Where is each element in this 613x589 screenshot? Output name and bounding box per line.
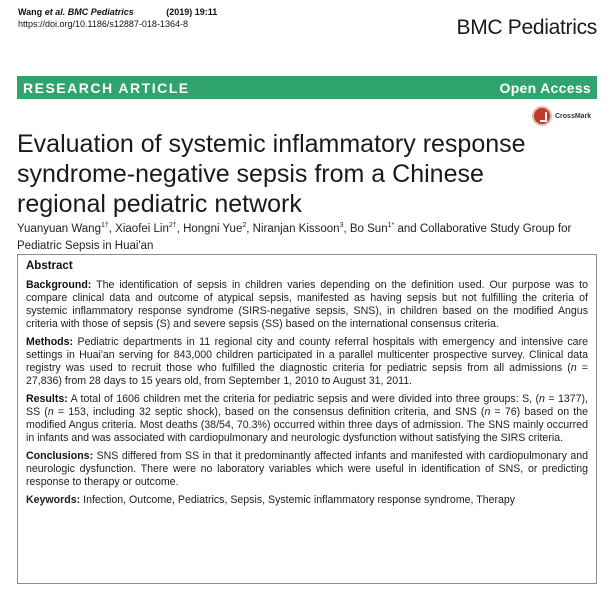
abstract-results bbox=[26, 393, 588, 445]
authors-group: and Collaborative Study Group for Pediatric Sepsis in Huai'an bbox=[17, 222, 572, 252]
abstract-keywords bbox=[26, 494, 588, 507]
author-name[interactable]: Hongni Yue bbox=[183, 222, 243, 235]
author-name[interactable]: Xiaofei Lin bbox=[115, 222, 169, 235]
methods-label: Methods: bbox=[26, 336, 74, 348]
citation-authors: Wang bbox=[18, 7, 43, 17]
open-access-label: Open Access bbox=[499, 79, 591, 96]
abstract-box bbox=[17, 254, 597, 584]
journal-name: BMC Pediatrics bbox=[456, 16, 597, 39]
results-n: n bbox=[484, 406, 491, 418]
abstract-methods bbox=[26, 336, 588, 388]
citation-doi-link[interactable]: https://doi.org/10.1186/s12887-018-1364-8 bbox=[18, 19, 188, 29]
methods-n: n bbox=[570, 362, 577, 374]
methods-text-cont: = 27,836) from 28 days to 15 years old, from September 1, 2010 to August 31, 2011. bbox=[26, 362, 588, 387]
keywords-text: Infection, Outcome, Pediatrics, Sepsis, Systemic inflammatory response syndrome, Therapy bbox=[83, 494, 516, 506]
crossmark-badge[interactable] bbox=[532, 106, 591, 126]
author-name[interactable]: Niranjan Kissoon bbox=[252, 222, 340, 235]
results-text: = 1377), SS ( bbox=[26, 393, 588, 418]
methods-text: Pediatric departments in 11 regional city and county referral hospitals with emergency and intensive care settings in Huai'an serving for 843,000 children participated in a parallel multicenter prospective survey. Clinical data registry was used to recruit those who fulfilled the diagnostic criteria for pediatric sepsis from all admissions ( bbox=[26, 336, 588, 374]
author-name[interactable]: Yuanyuan Wang bbox=[17, 222, 101, 235]
results-text: = 76) based on the modified Angus criteria. Most deaths (38/54, 70.3%) occurred within three days of admission. The SNS mainly occurred in infants and was associated with cardiopulmonary and neurologic dysfunction without satisfying the SIRS criteria. bbox=[26, 406, 589, 444]
conclusions-label: Conclusions: bbox=[26, 450, 94, 462]
author-affiliation: 2† bbox=[168, 222, 177, 229]
abstract-heading: Abstract bbox=[26, 260, 73, 272]
background-text: The identification of sepsis in children varies depending on the definition used. Our purpose was to compare clinical data and outcome of atypical sepsis, manifested as having sepsis but not fulfilling the criteria of systemic inflammatory response syndrome (SIRS-negative sepsis, SNS), in children based on the modified Angus criteria with those of sepsis (S) and severe sepsis (SS) based on the international consensus criteria. bbox=[26, 279, 588, 330]
author-affiliation: 1* bbox=[387, 222, 395, 229]
abstract-conclusions bbox=[26, 450, 588, 489]
author-affiliation: 2 bbox=[242, 222, 247, 229]
results-text: A total of 1606 children met the criteria for pediatric sepsis and were divided into three groups: S, ( bbox=[70, 393, 540, 405]
author-name[interactable]: Bo Sun bbox=[349, 222, 388, 235]
citation-journal: BMC Pediatrics bbox=[67, 7, 134, 17]
results-label: Results: bbox=[26, 393, 68, 405]
citation-header bbox=[18, 6, 217, 30]
article-title: Evaluation of systemic inflammatory response syndrome-negative sepsis from a Chinese regional pediatric network bbox=[17, 129, 526, 218]
results-n: n bbox=[539, 393, 545, 405]
background-label: Background: bbox=[26, 279, 92, 291]
crossmark-icon bbox=[532, 106, 552, 126]
author-affiliation: 1† bbox=[100, 222, 109, 229]
conclusions-text: SNS differed from SS in that it predominantly affected infants and manifested with cardiopulmonary and neurologic dysfunction. There were no laboratory variables which were useful in identification of SNS, or predicting response to therapy or outcome. bbox=[26, 450, 588, 488]
results-text: = 153, including 32 septic shock), based on the consensus definition criteria, and SNS ( bbox=[53, 406, 485, 418]
keywords-label: Keywords: bbox=[26, 494, 81, 506]
article-type-label: RESEARCH ARTICLE bbox=[23, 79, 190, 96]
results-n: n bbox=[47, 406, 54, 418]
author-affiliation: 3 bbox=[339, 222, 344, 229]
abstract-background bbox=[26, 279, 588, 331]
citation-year-page: (2019) 19:11 bbox=[166, 7, 218, 17]
article-banner bbox=[17, 76, 597, 99]
citation-etal: et al. bbox=[44, 7, 66, 17]
crossmark-label: CrossMark bbox=[555, 112, 592, 120]
author-list: Yuanyuan Wang$^{1\dagger}$, Xiaofei Lin$^{2\dagger}$, Hongni Yue$^2$, Niranjan Kissoon$^3$, Bo Sun$^{1*}$ and Collaborative Study Group for Pediatric Sepsis in Huai'an bbox=[17, 222, 572, 252]
